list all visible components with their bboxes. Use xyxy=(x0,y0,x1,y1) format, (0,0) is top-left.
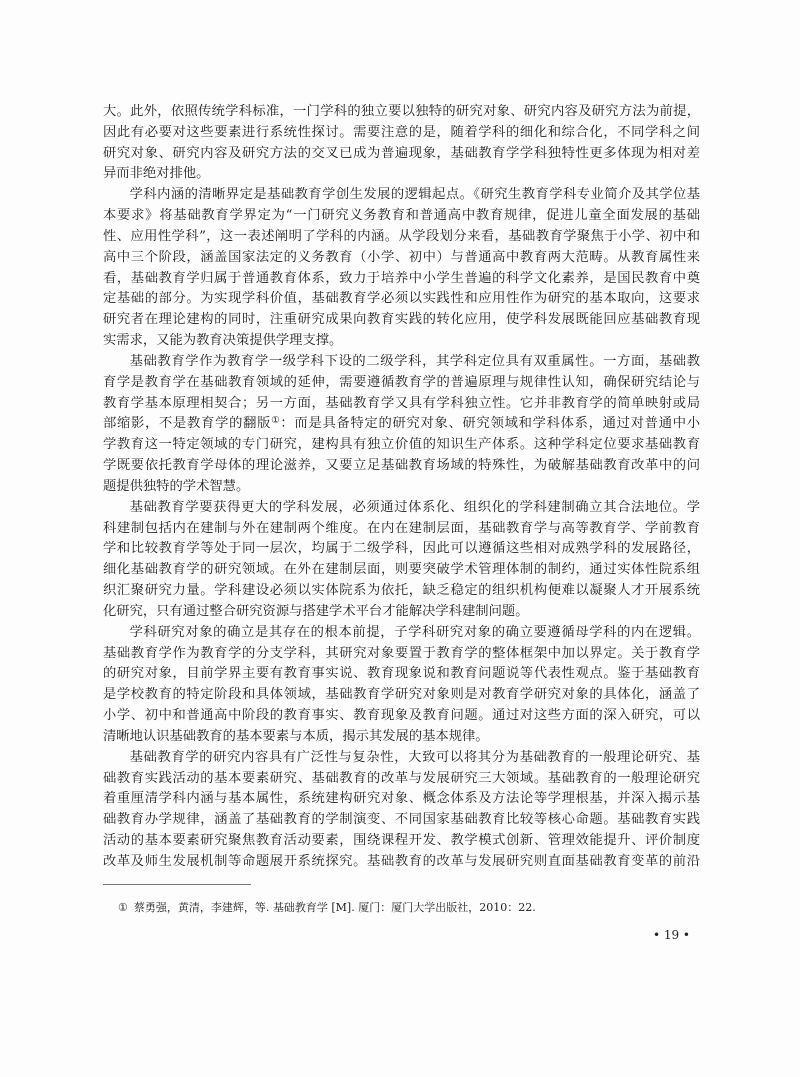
text-line: 基础教育学作为教育学一级学科下设的二级学科，其学科定位具有双重属性。一方面，基础教 xyxy=(129,353,700,369)
text-line: 化研究，只有通过整合研究资源与搭建学术平台才能解决学科建制问题。 xyxy=(103,603,529,619)
text-line: 的研究对象，目前学界主要有教育事实说、教育现象说和教育问题说等代表性观点。鉴于基础教育 xyxy=(103,666,700,682)
text-line: 小学、初中和普通高中阶段的教育事实、教育现象及教育问题。通过对这些方面的深入研究，可以 xyxy=(103,708,700,724)
paragraph xyxy=(103,498,700,623)
page-number: • 19 • xyxy=(652,928,690,942)
text-line: 异而非绝对排他。 xyxy=(103,166,210,182)
paragraph xyxy=(103,185,700,352)
text-line: 看，基础教育学归属于普通教育体系，致力于培养中小学生普遍的科学文化素养，是国民教育中奠 xyxy=(103,270,700,286)
text-line: 教育学基本原理相契合；另一方面，基础教育学又具有学科独立性。它并非教育学的简单映射或局 xyxy=(103,395,700,411)
text-line: 学既要依托教育学母体的理论滋养，又要立足基础教育场域的特殊性，为破解基础教育改革中的问 xyxy=(103,458,700,474)
paragraph xyxy=(103,623,700,748)
text-line: 大。此外，依照传统学科标准，一门学科的独立要以独特的研究对象、研究内容及研究方法为前提， xyxy=(103,104,700,119)
paragraph xyxy=(103,102,700,185)
text-line: 研究对象、研究内容及研究方法的交叉已成为普遍现象，基础教育学学科独特性更多体现为相对差 xyxy=(103,145,700,161)
text-line: 学和比较教育学等处于同一层次，均属于二级学科，因此可以遵循这些相对成熟学科的发展路径， xyxy=(103,541,700,557)
text-line: 题提供独特的学术智慧。 xyxy=(103,478,250,494)
text-line: 改革及师生发展机制等命题展开系统探究。基础教育的改革与发展研究则直面基础教育变革的前沿 xyxy=(103,853,700,869)
body-text xyxy=(103,102,700,873)
text-line: 础教育办学规律，涵盖了基础教育的学制演变、不同国家基础教育比较等核心命题。基础教育实践 xyxy=(103,812,700,828)
text-line: 是学校教育的特定阶段和具体领域，基础教育学研究对象则是对教育学研究对象的具体化，涵盖了 xyxy=(103,687,700,703)
text-line xyxy=(103,414,700,435)
text-line: 学教育这一特定领域的专门研究，建构具有独立价值的知识生产体系。这种学科定位要求基础教育 xyxy=(103,437,700,453)
text-line: 础教育实践活动的基本要素研究、基础教育的改革与发展研究三大领域。基础教育的一般理论研究 xyxy=(103,770,700,786)
text-line: 织汇聚研究力量。学科建设必须以实体院系为依托，缺乏稳定的组织机构便难以凝聚人才开展系统 xyxy=(103,583,700,599)
footnote-reference[interactable]: ① xyxy=(271,415,281,427)
text-line: 学科内涵的清晰界定是基础教育学创生发展的逻辑起点。《研究生教育学科专业简介及其学位基 xyxy=(129,187,700,203)
text-line: 实需求，又能为教育决策提供学理支撑。 xyxy=(103,333,343,349)
text-line: 基础教育学要获得更大的学科发展，必须通过体系化、组织化的学科建制确立其合法地位。学 xyxy=(129,499,700,515)
text-segment: 部缩影，不是教育学的翻版 xyxy=(103,416,272,432)
paragraph xyxy=(103,748,700,873)
paragraph xyxy=(103,352,700,498)
text-line: 本要求》将基础教育学界定为“一门研究义务教育和普通高中教育规律，促进儿童全面发展的基础 xyxy=(103,208,700,224)
text-line: 着重厘清学科内涵与基本属性，系统建构研究对象、概念体系及方法论等学理根基，并深入揭示基 xyxy=(103,791,700,807)
text-line: 基础教育学作为教育学的分支学科，其研究对象要置于教育学的整体框架中加以界定。关于教育学 xyxy=(103,645,700,661)
footnote xyxy=(118,900,536,916)
text-line: 因此有必要对这些要素进行系统性探讨。需要注意的是，随着学科的细化和综合化，不同学科之间 xyxy=(103,124,700,140)
text-line: 育学是教育学在基础教育领域的延伸，需要遵循教育学的普遍原理与规律性认知，确保研究结论与 xyxy=(103,374,700,390)
text-line: 清晰地认识基础教育的基本要素与本质，揭示其发展的基本规律。 xyxy=(103,728,489,744)
text-line: 活动的基本要素研究聚焦教育活动要素，围绕课程开发、教学模式创新、管理效能提升、评价制度 xyxy=(103,832,700,848)
footnote-text: 蔡勇强，黄清，李建辉，等. 基础教育学 [M]. 厦门：厦门大学出版社，2010：22. xyxy=(133,901,536,914)
text-line: 研究者在理论建构的同时，注重研究成果向教育实践的转化应用，使学科发展既能回应基础教育现 xyxy=(103,312,700,328)
footnote-marker: ① xyxy=(118,901,128,914)
text-line: 定基础的部分。为实现学科价值，基础教育学必须以实践性和应用性作为研究的基本取向，这要求 xyxy=(103,291,700,307)
text-line: 高中三个阶段，涵盖国家法定的义务教育（小学、初中）与普通高中教育两大范畴。从教育属性来 xyxy=(103,249,700,265)
text-line: 基础教育学的研究内容具有广泛性与复杂性，大致可以将其分为基础教育的一般理论研究、基 xyxy=(129,749,700,765)
footnote-separator xyxy=(103,884,251,885)
text-line: 学科研究对象的确立是其存在的根本前提，子学科研究对象的确立要遵循母学科的内在逻辑。 xyxy=(129,624,700,640)
text-segment: ：而是具备特定的研究对象、研究领域和学科体系，通过对普通中小 xyxy=(280,416,701,432)
text-line: 细化基础教育学的研究领域。在外在建制层面，则要突破学术管理体制的制约，通过实体性院系组 xyxy=(103,562,700,578)
text-line: 性、应用性学科”，这一表述阐明了学科的内涵。从学段划分来看，基础教育学聚焦于小学、初中和 xyxy=(103,228,700,244)
text-line: 科建制包括内在建制与外在建制两个维度。在内在建制层面，基础教育学与高等教育学、学前教育 xyxy=(103,520,700,536)
